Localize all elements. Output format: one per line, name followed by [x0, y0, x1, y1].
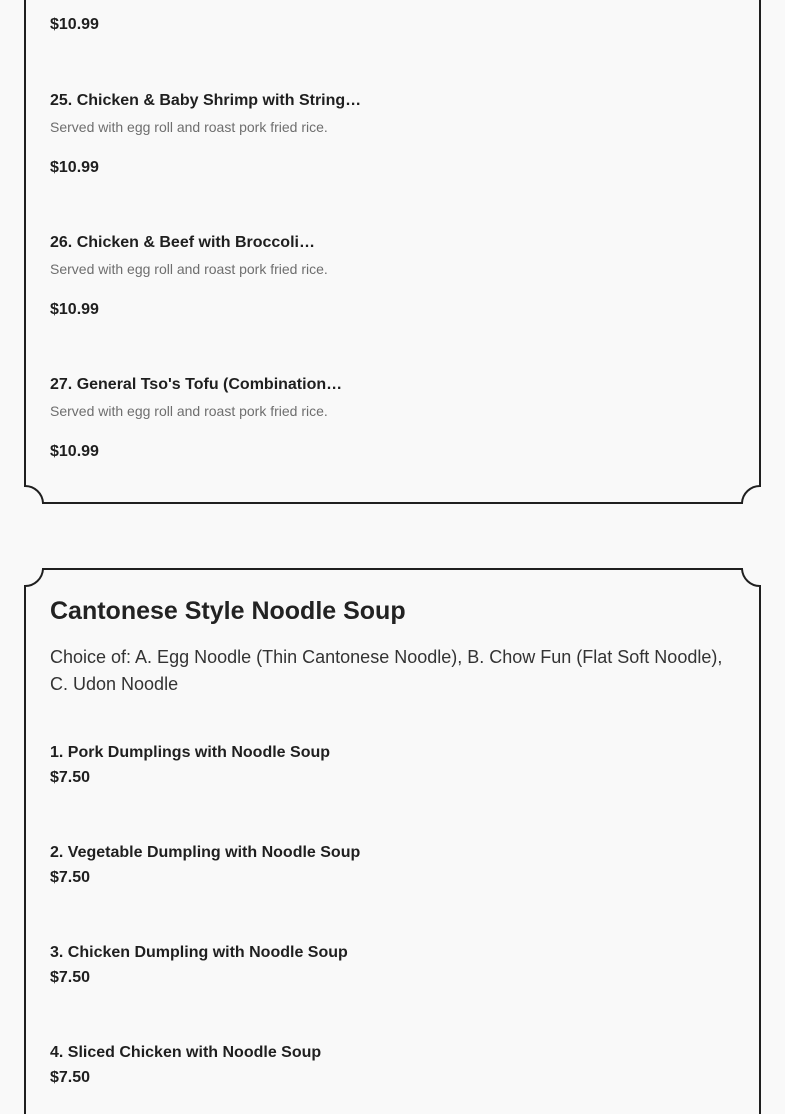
section-title: Cantonese Style Noodle Soup	[50, 597, 406, 625]
item-price: $7.50	[50, 769, 91, 786]
item-price: $7.50	[50, 969, 91, 986]
item-name[interactable]: 27. General Tso's Tofu (Combination…	[50, 376, 343, 393]
item-name[interactable]: 3. Chicken Dumpling with Noodle Soup	[50, 944, 348, 961]
item-name[interactable]: 1. Pork Dumplings with Noodle Soup	[50, 744, 331, 761]
menu-item[interactable]	[50, 744, 330, 787]
menu-item[interactable]	[50, 234, 328, 319]
menu-item[interactable]	[50, 1044, 321, 1087]
item-name[interactable]: 4. Sliced Chicken with Noodle Soup	[50, 1044, 322, 1061]
menu-item[interactable]	[50, 92, 361, 177]
menu-item[interactable]	[50, 376, 342, 461]
item-price: $7.50	[50, 1069, 91, 1086]
menu-item[interactable]	[50, 944, 348, 987]
menu-section-card-noodle-soup	[24, 568, 761, 1114]
menu-item[interactable]	[50, 844, 360, 887]
item-price: $10.99	[50, 443, 99, 460]
menu-section-card-combinations	[24, 0, 761, 504]
item-description: Served with egg roll and roast pork fried rice.	[50, 261, 328, 277]
section-description: Choice of: A. Egg Noodle (Thin Cantonese Noodle), B. Chow Fun (Flat Soft Noodle), C. Udon Noodle	[50, 647, 723, 694]
item-description: Served with egg roll and roast pork fried rice.	[50, 119, 328, 135]
item-name[interactable]: 2. Vegetable Dumpling with Noodle Soup	[50, 844, 361, 861]
item-name[interactable]: 25. Chicken & Baby Shrimp with String…	[50, 92, 362, 109]
item-price: $10.99	[50, 159, 99, 176]
item-price: $10.99	[50, 16, 99, 33]
item-price: $7.50	[50, 869, 91, 886]
item-name[interactable]: 26. Chicken & Beef with Broccoli…	[50, 234, 315, 251]
item-description: Served with egg roll and roast pork fried rice.	[50, 403, 328, 419]
item-price: $10.99	[50, 301, 99, 318]
